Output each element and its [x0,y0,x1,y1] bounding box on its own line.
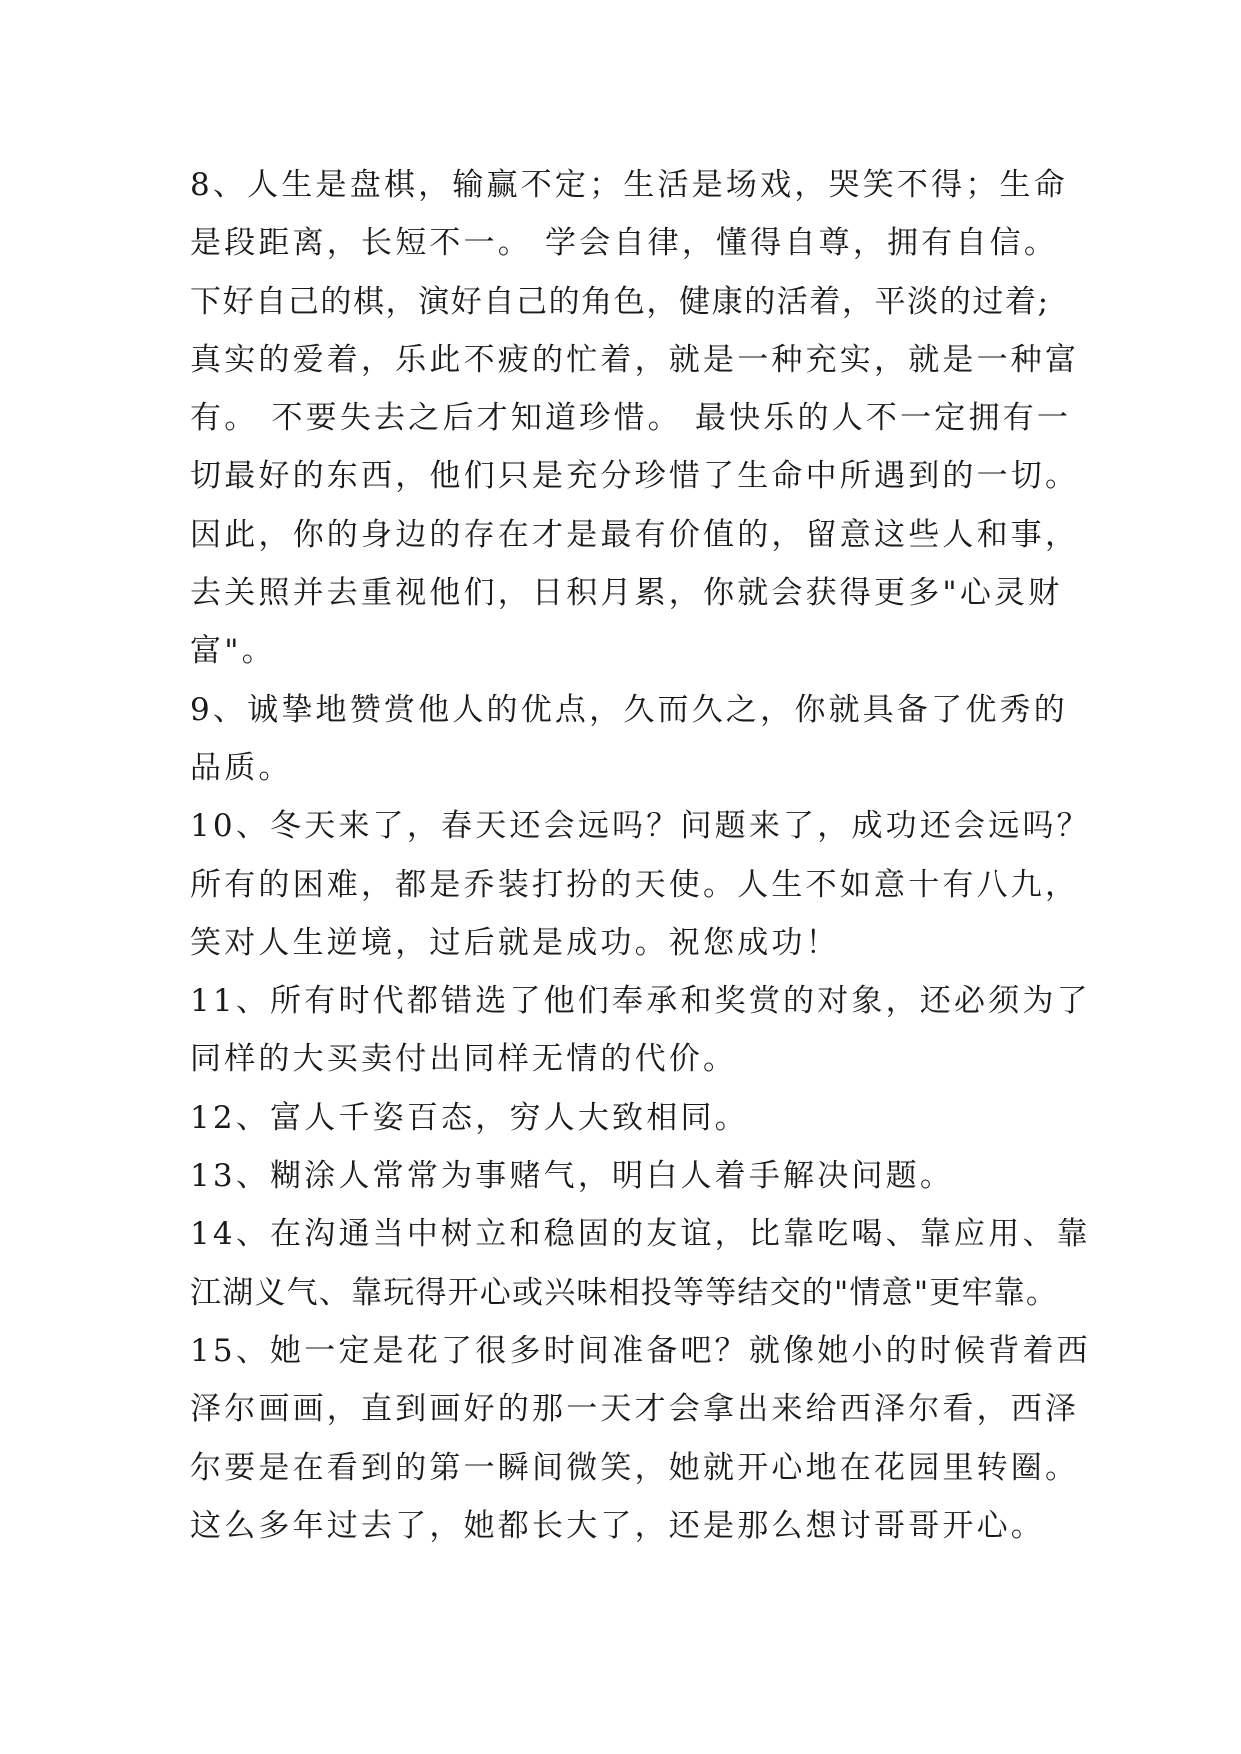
text-line: 真实的爱着，乐此不疲的忙着，就是一种充实，就是一种富 [190,341,1080,378]
text-line: 同样的大买卖付出同样无情的代价。 [190,1041,738,1078]
text-line: 因此，你的身边的存在才是最有价值的，留意这些人和事， [190,516,1080,553]
text-line: 品质。 [190,749,293,786]
text-line: 江湖义气、靠玩得开心或兴味相投等等结交的"情意"更牢靠。 [190,1274,1059,1311]
text-line: 11、所有时代都错选了他们奉承和奖赏的对象，还必须为了 [190,983,1091,1020]
text-line: 9、诚挚地赞赏他人的优点，久而久之，你就具备了优秀的 [190,691,1068,728]
document-body [190,156,1091,1555]
text-line: 所有的困难，都是乔装打扮的天使。人生不如意十有八九， [190,866,1080,903]
text-line: 这么多年过去了，她都长大了，还是那么想讨哥哥开心。 [190,1507,1045,1544]
text-line: 有。 不要失去之后才知道珍惜。 最快乐的人不一定拥有一 [190,400,1072,437]
text-line: 尔要是在看到的第一瞬间微笑，她就开心地在花园里转圈。 [190,1449,1080,1486]
text-line: 笑对人生逆境，过后就是成功。祝您成功！ [190,924,840,961]
text-line: 泽尔画画，直到画好的那一天才会拿出来给西泽尔看，西泽 [190,1391,1080,1428]
text-line: 10、冬天来了，春天还会远吗？问题来了，成功还会远吗？ [190,808,1091,845]
text-line: 富"。 [190,633,276,670]
text-line: 是段距离，长短不一。 学会自律，懂得自尊，拥有自信。 [190,225,1059,262]
text-line: 8、人生是盘棋，输赢不定；生活是场戏，哭笑不得；生命 [190,167,1068,203]
text-line: 切最好的东西，他们只是充分珍惜了生命中所遇到的一切。 [190,458,1080,495]
text-line: 12、富人千姿百态，穷人大致相同。 [190,1099,749,1136]
text-line: 下好自己的棋，演好自己的角色，健康的活着，平淡的过着; [190,283,1050,320]
text-line: 13、糊涂人常常为事赌气，明白人着手解决问题。 [190,1158,955,1195]
text-line: 14、在沟通当中树立和稳固的友谊，比靠吃喝、靠应用、靠 [190,1216,1091,1253]
text-line: 去关照并去重视他们，日积月累，你就会获得更多"心灵财 [190,575,1063,612]
text-line: 15、她一定是花了很多时间准备吧？就像她小的时候背着西 [190,1332,1091,1369]
